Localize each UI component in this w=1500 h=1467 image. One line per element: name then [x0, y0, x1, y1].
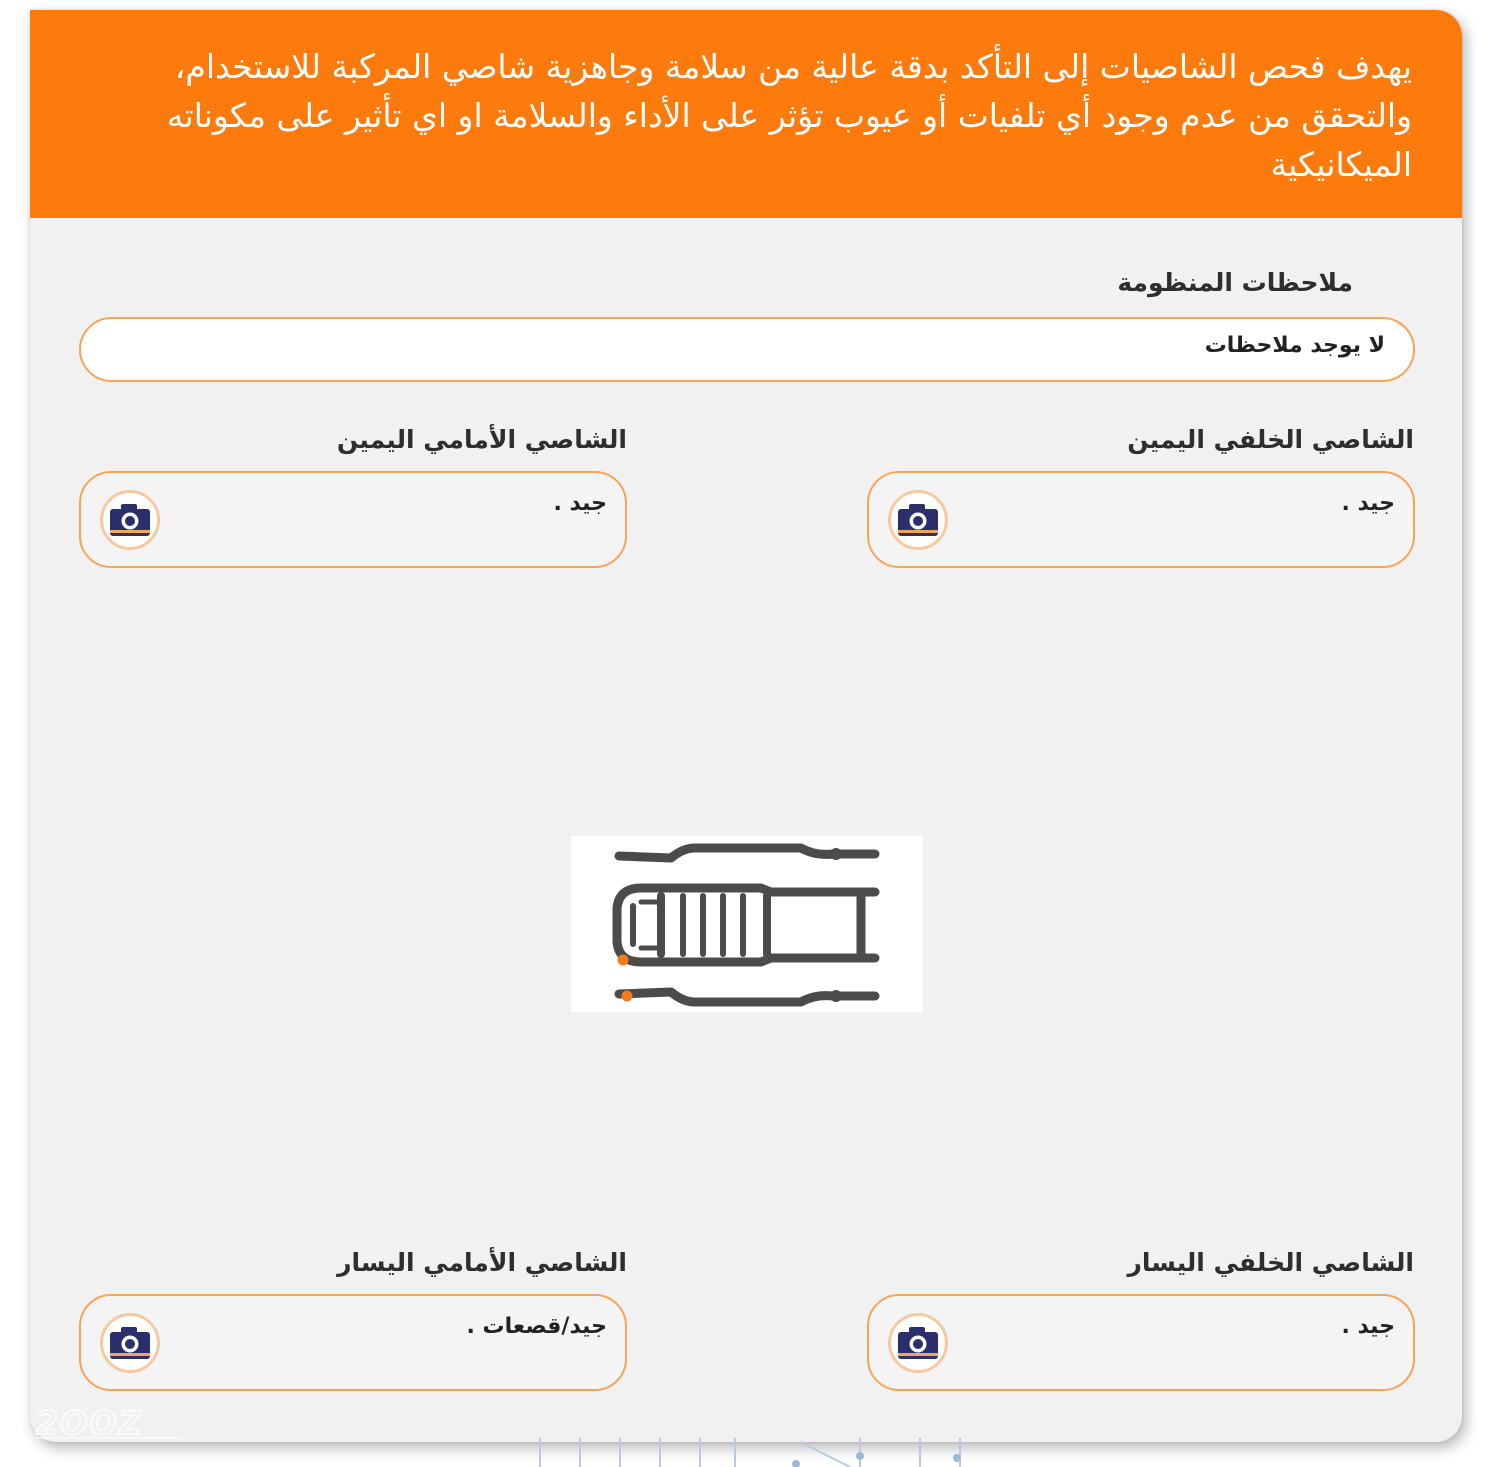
rear-left-camera-button[interactable] [888, 1313, 948, 1373]
rear-right-value: جيد . [1341, 491, 1395, 516]
notes-field[interactable] [79, 317, 1415, 382]
intro-banner [30, 10, 1462, 218]
notes-label: ملاحظات المنظومة [1117, 268, 1353, 297]
camera-icon [108, 502, 152, 538]
inspection-card [30, 10, 1462, 1442]
rear-right-label: الشاصي الخلفي اليمين [1127, 425, 1414, 454]
rear-left-value: جيد . [1341, 1314, 1395, 1339]
damage-marker [622, 991, 633, 1002]
front-left-field[interactable] [79, 1294, 627, 1391]
intro-line-1: يهدف فحص الشاصيات إلى التأكد بدقة عالية من سلامة وجاهزية شاصي المركبة للاستخدام، [174, 47, 1412, 86]
rear-left-label: الشاصي الخلفي اليسار [1127, 1248, 1414, 1277]
front-left-label: الشاصي الأمامي اليسار [337, 1248, 627, 1277]
svg-text:2OOZ: 2OOZ [36, 1404, 144, 1442]
rear-left-field[interactable] [867, 1294, 1415, 1391]
damage-marker [618, 955, 629, 966]
background-decoration [520, 1438, 980, 1467]
rear-right-field[interactable] [867, 471, 1415, 568]
front-right-field[interactable] [79, 471, 627, 568]
camera-icon [896, 502, 940, 538]
notes-value: لا يوجد ملاحظات [1204, 333, 1385, 358]
chassis-diagram [571, 836, 923, 1012]
front-left-camera-button[interactable] [100, 1313, 160, 1373]
front-left-value: جيد/قصعات . [466, 1314, 607, 1339]
chassis-frame-icon [571, 836, 923, 1012]
brand-watermark-logo [32, 1404, 192, 1452]
front-right-camera-button[interactable] [100, 490, 160, 550]
camera-icon [108, 1325, 152, 1361]
front-right-value: جيد . [553, 491, 607, 516]
intro-line-3: الميكانيكية [1270, 145, 1412, 184]
camera-icon [896, 1325, 940, 1361]
front-right-label: الشاصي الأمامي اليمين [336, 425, 627, 454]
intro-line-2: والتحقق من عدم وجود أي تلفيات أو عيوب تؤثر على الأداء والسلامة او اي تأثير على مكوناته [166, 96, 1412, 135]
rear-right-camera-button[interactable] [888, 490, 948, 550]
